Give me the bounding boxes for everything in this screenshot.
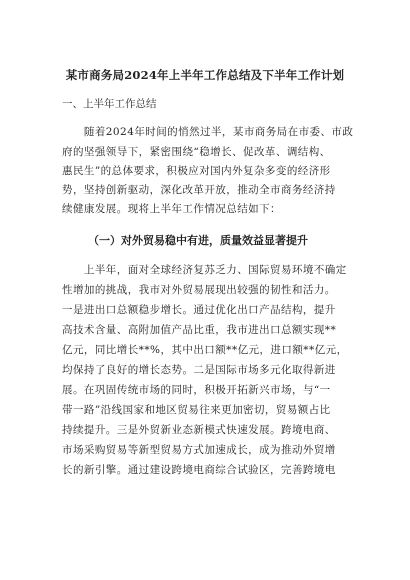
body-line: 性增加的挑战，我市对外贸易展现出较强的韧性和活力。: [62, 284, 336, 296]
body-line: 均保持了良好的增长态势。二是国际市场多元化取得新进: [62, 364, 336, 376]
body-line: 上半年，面对全球经济复苏乏力、国际贸易环境不确定: [62, 264, 347, 276]
intro-line: 惠民生”的总体要求，积极应对国内外复杂多变的经济形: [62, 165, 331, 177]
intro-line: 府的坚强领导下，紧密围绕“稳增长、促改革、调结构、: [62, 146, 331, 158]
body-line: 持续提升。三是外贸新业态新模式快速发展。跨境电商、: [62, 424, 336, 436]
section-heading: 一、上半年工作总结: [62, 98, 157, 110]
intro-line: 续健康发展。现将上半年工作情况总结如下：: [62, 203, 281, 215]
body-line: 展。在巩固传统市场的同时，积极开拓新兴市场，与“一: [62, 384, 331, 396]
body-line: 市场采购贸易等新型贸易方式加速成长，成为推动外贸增: [62, 444, 336, 456]
intro-line: 随着2024年时间的悄然过半，某市商务局在市委、市政: [62, 126, 354, 138]
intro-line: 势，坚持创新驱动，深化改革开放，推动全市商务经济持: [62, 184, 336, 196]
body-line: 带一路”沿线国家和地区贸易往来更加密切，贸易额占比: [62, 404, 331, 416]
body-line: 一是进出口总额稳步增长。通过优化出口产品结构，提升: [62, 304, 336, 316]
document-title: 某市商务局2024年上半年工作总结及下半年工作计划: [65, 68, 345, 82]
body-line: 亿元，同比增长**%，其中出口额**亿元，进口额**亿元，: [62, 344, 348, 356]
body-line: 长的新引擎。通过建设跨境电商综合试验区，完善跨境电: [62, 464, 336, 476]
body-line: 高技术含量、高附加值产品比重，我市进出口总额实现**: [62, 324, 337, 336]
sub-heading: （一）对外贸易稳中有进，质量效益显著提升: [88, 234, 308, 247]
